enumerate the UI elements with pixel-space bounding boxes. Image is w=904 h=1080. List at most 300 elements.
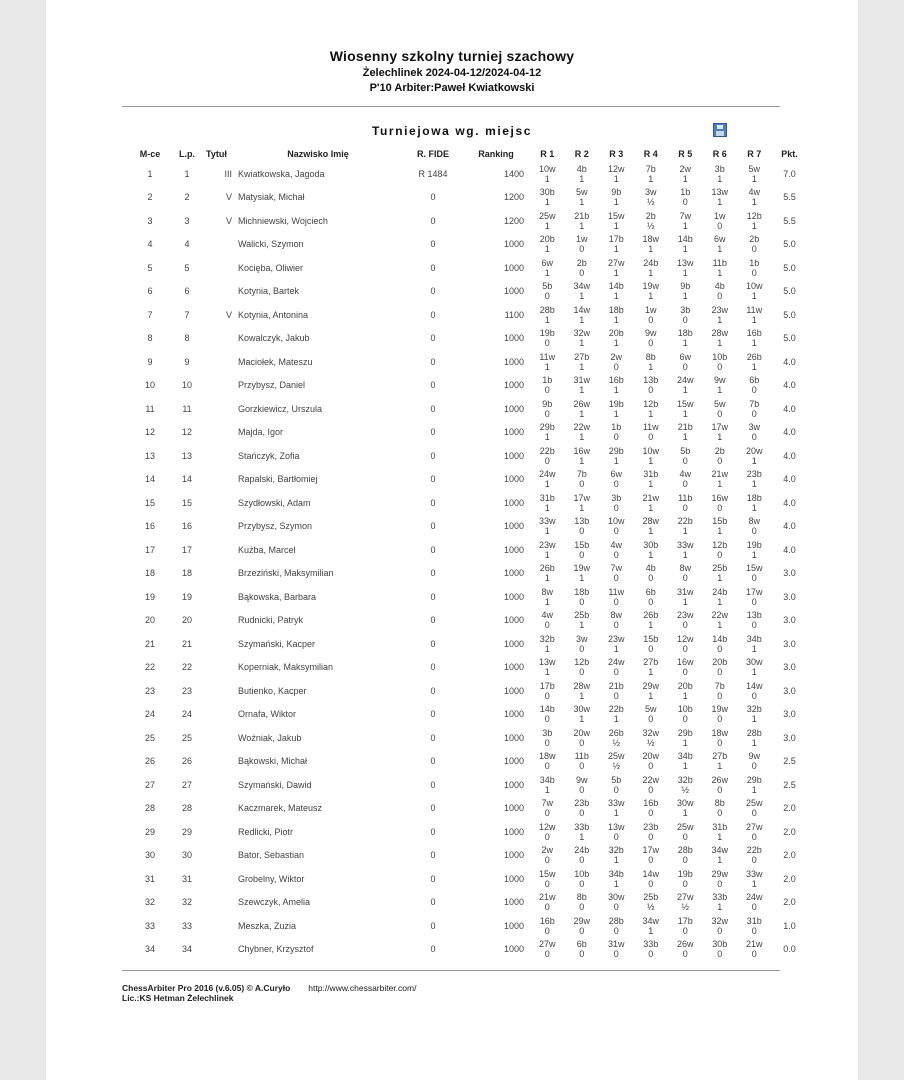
game-result: 1 <box>717 831 723 842</box>
opponent-color: 19b <box>746 539 762 550</box>
opponent-color: 30w <box>745 657 763 668</box>
game-result: 0 <box>717 667 723 678</box>
lp-cell: 33 <box>181 920 192 931</box>
place-cell: 10 <box>144 380 155 391</box>
opponent-color: 16w <box>711 492 728 503</box>
round-2-cell <box>565 162 600 186</box>
game-result: 0 <box>648 432 654 443</box>
round-7-cell <box>737 938 772 962</box>
opponent-color: 33b <box>574 821 590 832</box>
round-1-cell <box>530 397 565 421</box>
game-result: 1 <box>717 432 723 443</box>
game-result: 0 <box>544 291 550 302</box>
opponent-color: 31b <box>712 821 728 832</box>
lp-cell: 9 <box>184 356 190 367</box>
lp-cell: 24 <box>181 709 192 720</box>
game-result: 0 <box>544 385 550 396</box>
opponent-color: 15b <box>712 516 728 527</box>
round-4-cell <box>634 797 669 821</box>
game-result: 1 <box>717 173 723 184</box>
place-cell: 8 <box>147 333 153 344</box>
table-row <box>132 491 808 515</box>
game-result: 1 <box>648 620 654 631</box>
round-2-cell <box>565 797 600 821</box>
round-7-cell <box>737 726 772 750</box>
game-result: 0 <box>544 761 550 772</box>
game-result: 1 <box>717 479 723 490</box>
game-result: 0 <box>579 737 585 748</box>
game-result: 0 <box>717 361 723 372</box>
game-result: 0 <box>717 643 723 654</box>
game-result: 0 <box>717 878 723 889</box>
ranking-cell: 1000 <box>503 474 524 485</box>
game-result: 1 <box>682 690 688 701</box>
fide-cell: 0 <box>430 380 436 391</box>
lp-cell: 17 <box>181 544 192 555</box>
round-1-cell <box>530 844 565 868</box>
opponent-color: 31b <box>746 915 762 926</box>
game-result: 1 <box>613 714 619 725</box>
round-4-cell <box>634 844 669 868</box>
name-cell: Szydłowski, Adam <box>238 497 311 508</box>
round-3-cell <box>599 938 634 962</box>
round-6-cell <box>703 867 738 891</box>
opponent-color: 23b <box>574 798 590 809</box>
points-cell: 2.5 <box>783 779 796 790</box>
round-5-cell <box>668 820 703 844</box>
points-cell: 5.0 <box>783 333 796 344</box>
standings-table <box>132 146 808 961</box>
game-result: 0 <box>544 878 550 889</box>
round-4-cell <box>634 374 669 398</box>
opponent-color: 15b <box>643 633 659 644</box>
opponent-color: 22b <box>746 845 762 856</box>
opponent-color: 21b <box>574 210 590 221</box>
game-result: 1 <box>682 244 688 255</box>
opponent-color: 19b <box>677 868 693 879</box>
name-cell: Redlicki, Piotr <box>238 826 294 837</box>
opponent-color: 25b <box>643 892 659 903</box>
game-result: 1 <box>579 220 585 231</box>
lp-cell: 8 <box>184 333 190 344</box>
round-3-cell <box>599 374 634 398</box>
place-cell: 34 <box>144 944 155 955</box>
round-3-cell <box>599 609 634 633</box>
fide-cell: 0 <box>430 709 436 720</box>
opponent-color: 2b <box>714 445 725 456</box>
game-result: 1 <box>544 573 550 584</box>
lp-cell: 15 <box>181 497 192 508</box>
opponent-color: 12b <box>643 398 659 409</box>
opponent-color: 5w <box>748 163 760 174</box>
round-6-cell <box>703 585 738 609</box>
game-result: 0 <box>579 925 585 936</box>
opponent-color: 4b <box>576 163 587 174</box>
game-result: 0 <box>613 949 619 960</box>
game-result: 1 <box>751 714 757 725</box>
opponent-color: 31b <box>643 469 659 480</box>
ranking-cell: 1000 <box>503 427 524 438</box>
game-result: 1 <box>751 314 757 325</box>
game-result: 0 <box>717 690 723 701</box>
game-result: 0 <box>751 925 757 936</box>
round-5-cell <box>668 303 703 327</box>
game-result: 0 <box>682 667 688 678</box>
game-result: 0 <box>648 878 654 889</box>
place-cell: 7 <box>147 309 153 320</box>
fide-cell: 0 <box>430 192 436 203</box>
table-row <box>132 867 808 891</box>
game-result: 1 <box>682 526 688 537</box>
game-result: 0 <box>648 855 654 866</box>
opponent-color: 22b <box>539 445 555 456</box>
round-7-cell <box>737 327 772 351</box>
lp-cell: 7 <box>184 309 190 320</box>
points-cell: 4.0 <box>783 403 796 414</box>
game-result: 0 <box>544 408 550 419</box>
place-cell: 29 <box>144 826 155 837</box>
round-2-cell <box>565 444 600 468</box>
table-row <box>132 209 808 233</box>
game-result: 1 <box>751 338 757 349</box>
game-result: 1 <box>751 173 757 184</box>
round-5-cell <box>668 327 703 351</box>
opponent-color: 14b <box>539 704 555 715</box>
game-result: 0 <box>544 620 550 631</box>
round-1-cell <box>530 562 565 586</box>
round-4-cell <box>634 891 669 915</box>
title-cell <box>206 726 238 750</box>
table-row <box>132 726 808 750</box>
lp-cell: 5 <box>184 262 190 273</box>
game-result: 1 <box>544 197 550 208</box>
round-4-cell <box>634 773 669 797</box>
opponent-color: 26w <box>676 939 694 950</box>
round-4-cell <box>634 421 669 445</box>
game-result: 0 <box>613 784 619 795</box>
round-6-cell <box>703 938 738 962</box>
round-3-cell <box>599 891 634 915</box>
fide-cell: 0 <box>430 826 436 837</box>
opponent-color: 28b <box>677 845 693 856</box>
round-7-cell <box>737 703 772 727</box>
opponent-color: 25b <box>712 563 728 574</box>
opponent-color: 24w <box>607 657 625 668</box>
table-row <box>132 562 808 586</box>
game-result: 0 <box>682 855 688 866</box>
game-result: 0 <box>717 549 723 560</box>
game-result: 0 <box>751 761 757 772</box>
round-3-cell <box>599 797 634 821</box>
ranking-cell: 1100 <box>504 309 524 320</box>
opponent-color: 16w <box>573 445 590 456</box>
opponent-color: 27b <box>712 751 728 762</box>
game-result: 0 <box>648 338 654 349</box>
fide-cell: 0 <box>430 873 436 884</box>
opponent-color: 31w <box>676 586 694 597</box>
opponent-color: 9w <box>575 774 588 785</box>
opponent-color: 32b <box>539 633 555 644</box>
opponent-color: 18w <box>711 727 728 738</box>
points-cell: 2.5 <box>783 756 796 767</box>
game-result: 1 <box>682 385 688 396</box>
round-7-cell <box>737 656 772 680</box>
game-result: 0 <box>544 925 550 936</box>
col-r3: R 3 <box>609 149 624 159</box>
round-7-cell <box>737 280 772 304</box>
game-result: 1 <box>544 596 550 607</box>
points-cell: 4.0 <box>783 521 796 532</box>
round-6-cell <box>703 773 738 797</box>
ranking-cell: 1000 <box>503 826 524 837</box>
table-row <box>132 233 808 257</box>
opponent-color: 30b <box>643 539 659 550</box>
opponent-color: 14w <box>745 680 763 691</box>
opponent-color: 24b <box>712 586 728 597</box>
fide-cell: 0 <box>430 732 436 743</box>
points-cell: 3.0 <box>783 662 796 673</box>
title-cell <box>206 867 238 891</box>
fide-cell: 0 <box>430 403 436 414</box>
ranking-cell: 1000 <box>503 262 524 273</box>
game-result: 1 <box>751 667 757 678</box>
col-ranking: Ranking <box>478 149 514 159</box>
table-row <box>132 515 808 539</box>
ranking-cell: 1000 <box>503 873 524 884</box>
lp-cell: 20 <box>181 615 192 626</box>
round-2-cell <box>565 914 600 938</box>
round-3-cell <box>599 491 634 515</box>
game-result: 1 <box>579 338 585 349</box>
fide-cell: 0 <box>430 450 436 461</box>
ranking-cell: 1000 <box>503 756 524 767</box>
opponent-color: 9b <box>680 281 691 292</box>
lp-cell: 30 <box>181 850 192 861</box>
game-result: 1 <box>648 690 654 701</box>
round-5-cell <box>668 914 703 938</box>
game-result: 0 <box>613 667 619 678</box>
place-cell: 23 <box>144 685 155 696</box>
round-7-cell <box>737 797 772 821</box>
round-7-cell <box>737 585 772 609</box>
opponent-color: 10w <box>538 163 556 174</box>
opponent-color: 23b <box>643 821 659 832</box>
game-result: 0 <box>579 667 585 678</box>
round-5-cell <box>668 186 703 210</box>
title-cell <box>206 421 238 445</box>
round-6-cell <box>703 632 738 656</box>
opponent-color: 21w <box>745 939 763 950</box>
round-1-cell <box>530 679 565 703</box>
table-row <box>132 938 808 962</box>
opponent-color: 21w <box>538 892 556 903</box>
game-result: 1 <box>682 432 688 443</box>
opponent-color: 13b <box>643 375 659 386</box>
place-cell: 32 <box>144 897 155 908</box>
opponent-color: 27w <box>538 939 556 950</box>
game-result: 1 <box>717 761 723 772</box>
game-result: 1 <box>544 361 550 372</box>
game-result: 1 <box>579 690 585 701</box>
points-cell: 3.0 <box>783 615 796 626</box>
table-row <box>132 703 808 727</box>
points-cell: 4.0 <box>783 497 796 508</box>
name-cell: Majda, Igor <box>238 427 284 438</box>
game-result: ½ <box>612 761 620 772</box>
lp-cell: 23 <box>181 685 192 696</box>
game-result: 0 <box>751 949 757 960</box>
game-result: 0 <box>751 526 757 537</box>
name-cell: Bator, Sebastian <box>238 850 305 861</box>
opponent-color: 23w <box>711 304 728 315</box>
opponent-color: 23w <box>607 633 625 644</box>
opponent-color: 7w <box>610 563 622 574</box>
opponent-color: 6b <box>749 375 760 386</box>
opponent-color: 13w <box>676 257 694 268</box>
game-result: 1 <box>648 173 654 184</box>
round-6-cell <box>703 703 738 727</box>
game-result: 1 <box>717 197 723 208</box>
opponent-color: 16b <box>608 375 624 386</box>
round-2-cell <box>565 468 600 492</box>
opponent-color: 23w <box>538 539 556 550</box>
lp-cell: 19 <box>181 591 192 602</box>
opponent-color: 6w <box>541 257 553 268</box>
round-4-cell <box>634 750 669 774</box>
game-result: 1 <box>579 831 585 842</box>
game-result: 1 <box>613 338 619 349</box>
opponent-color: 6b <box>576 939 587 950</box>
round-2-cell <box>565 374 600 398</box>
round-2-cell <box>565 186 600 210</box>
game-result: 1 <box>751 197 757 208</box>
opponent-color: 21b <box>677 422 693 433</box>
round-5-cell <box>668 585 703 609</box>
round-1-cell <box>530 609 565 633</box>
round-2-cell <box>565 562 600 586</box>
opponent-color: 17w <box>711 422 728 433</box>
fide-cell: 0 <box>430 215 436 226</box>
opponent-color: 18b <box>746 492 762 503</box>
lp-cell: 13 <box>181 450 192 461</box>
opponent-color: 8w <box>610 610 622 621</box>
round-4-cell <box>634 820 669 844</box>
name-cell: Kotynia, Antonina <box>238 309 309 320</box>
points-cell: 5.0 <box>783 309 796 320</box>
game-result: 1 <box>751 549 757 560</box>
fide-cell: 0 <box>430 850 436 861</box>
place-cell: 31 <box>144 873 155 884</box>
opponent-color: 27w <box>676 892 694 903</box>
game-result: 1 <box>648 244 654 255</box>
fide-cell: 0 <box>430 920 436 931</box>
title-cell <box>206 374 238 398</box>
round-5-cell <box>668 609 703 633</box>
game-result: 0 <box>579 902 585 913</box>
place-cell: 2 <box>147 192 153 203</box>
col-r4: R 4 <box>643 149 658 159</box>
opponent-color: 28w <box>573 680 590 691</box>
document-header <box>46 48 858 94</box>
round-4-cell <box>634 632 669 656</box>
floppy-disk-icon[interactable] <box>713 123 727 137</box>
game-result: 0 <box>717 220 723 231</box>
ranking-cell: 1000 <box>503 521 524 532</box>
opponent-color: 17b <box>608 234 624 245</box>
fide-cell: 0 <box>430 521 436 532</box>
opponent-color: 5b <box>611 774 622 785</box>
opponent-color: 1w <box>644 304 657 315</box>
opponent-color: 30b <box>712 939 728 950</box>
round-2-cell <box>565 938 600 962</box>
round-1-cell <box>530 350 565 374</box>
opponent-color: 15w <box>538 868 556 879</box>
opponent-color: 16b <box>539 915 555 926</box>
title-cell <box>206 750 238 774</box>
game-result: 1 <box>544 643 550 654</box>
round-2-cell <box>565 632 600 656</box>
round-6-cell <box>703 491 738 515</box>
opponent-color: 25w <box>676 821 694 832</box>
fide-cell: 0 <box>430 685 436 696</box>
fide-cell: 0 <box>430 756 436 767</box>
game-result: 1 <box>579 620 585 631</box>
round-7-cell <box>737 233 772 257</box>
round-7-cell <box>737 632 772 656</box>
game-result: 1 <box>717 338 723 349</box>
round-4-cell <box>634 726 669 750</box>
round-3-cell <box>599 703 634 727</box>
game-result: 0 <box>682 714 688 725</box>
opponent-color: 11b <box>574 751 589 762</box>
opponent-color: 30w <box>676 798 694 809</box>
fide-cell: 0 <box>430 944 436 955</box>
opponent-color: 10b <box>574 868 590 879</box>
opponent-color: 25w <box>607 751 625 762</box>
game-result: 0 <box>544 831 550 842</box>
round-6-cell <box>703 914 738 938</box>
game-result: 0 <box>751 831 757 842</box>
round-1-cell <box>530 491 565 515</box>
opponent-color: 26b <box>608 727 624 738</box>
opponent-color: 27w <box>745 821 763 832</box>
opponent-color: 19w <box>573 563 590 574</box>
round-4-cell <box>634 209 669 233</box>
opponent-color: 24b <box>574 845 590 856</box>
name-cell: Przybysz, Szymon <box>238 521 313 532</box>
round-1-cell <box>530 515 565 539</box>
points-cell: 2.0 <box>783 873 796 884</box>
round-1-cell <box>530 303 565 327</box>
round-3-cell <box>599 585 634 609</box>
place-cell: 28 <box>144 803 155 814</box>
fide-cell: 0 <box>430 333 436 344</box>
game-result: 1 <box>648 549 654 560</box>
opponent-color: 34b <box>608 868 624 879</box>
table-row <box>132 350 808 374</box>
opponent-color: 11w <box>539 351 556 362</box>
round-7-cell <box>737 820 772 844</box>
game-result: 1 <box>717 620 723 631</box>
game-result: 0 <box>648 949 654 960</box>
website-link[interactable]: http://www.chessarbiter.com/ <box>308 983 417 993</box>
opponent-color: 3b <box>680 304 691 315</box>
game-result: 0 <box>613 479 619 490</box>
opponent-color: 9w <box>748 751 760 762</box>
opponent-color: 22w <box>573 422 590 433</box>
opponent-color: 22b <box>608 704 624 715</box>
round-1-cell <box>530 938 565 962</box>
